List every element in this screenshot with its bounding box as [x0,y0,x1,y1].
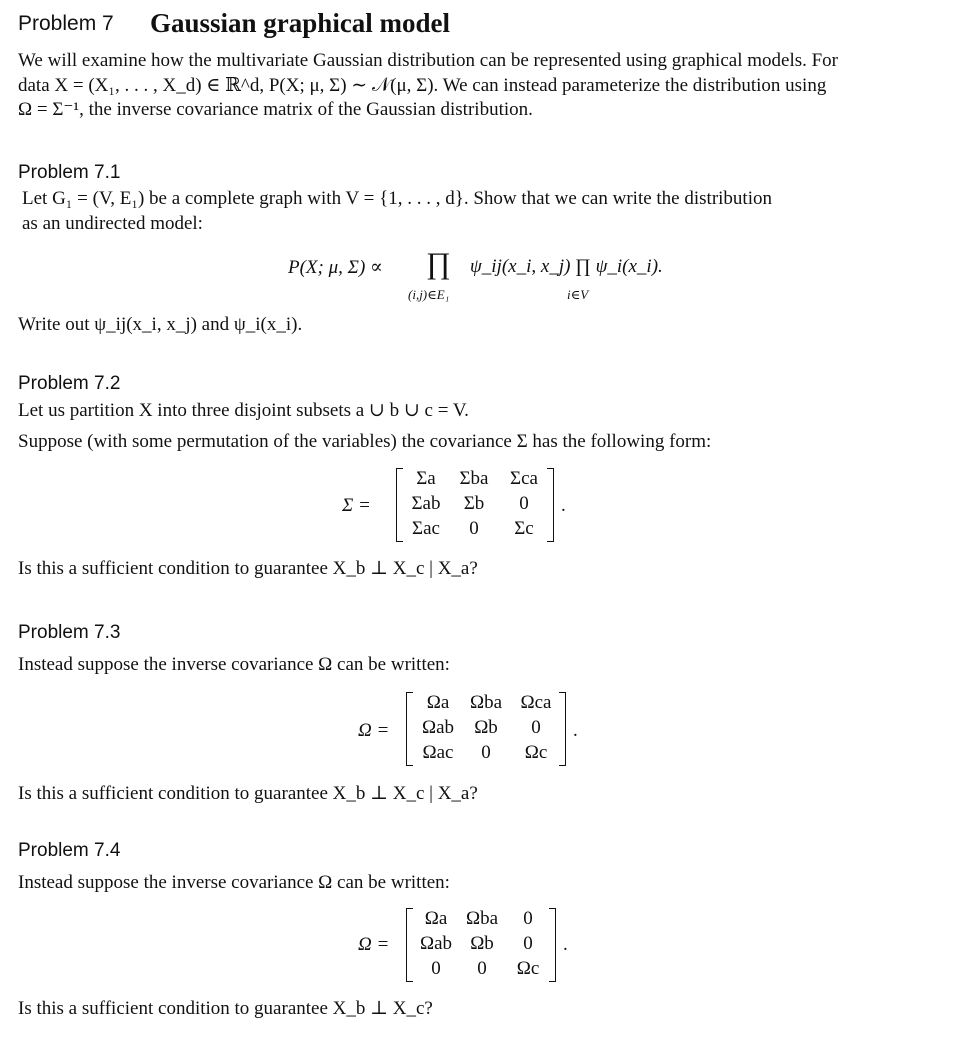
matrix-cell: Ωba [469,692,503,713]
matrix-cell: Σa [416,468,436,489]
intro-line-3: Ω = Σ⁻¹, the inverse covariance matrix of the Gaussian distribution. [18,99,533,120]
matrix-cell: Ωb [474,717,498,738]
matrix-cell: Σab [411,493,441,514]
sigma-lhs: Σ = [342,495,371,516]
problem-7-2-line-1: Let us partition X into three disjoint subsets a ∪ b ∪ c = V. [18,400,469,421]
matrix-cell: Ωc [524,742,548,763]
matrix-cell: Ωa [424,908,448,929]
problem-7-2-heading: Problem 7.2 [18,373,121,394]
matrix-cell: 0 [519,493,529,514]
problem-label: Problem 7 [18,12,114,35]
omega-lhs: Ω = [358,720,390,741]
matrix-cell: Ωab [421,717,455,738]
product-subscript-edges: (i,j)∈E₁ [408,287,450,302]
matrix-cell: 0 [481,742,491,763]
matrix-cell: 0 [431,958,441,979]
intro-line-2: data X = (X₁, . . . , X_d) ∈ ℝ^d, P(X; μ, Σ) ∼ 𝒩(μ, Σ). We can instead parameterize the distribution using [18,75,827,96]
product-subscript-vertices: i∈V [567,287,589,302]
intro-line-1: We will examine how the multivariate Gaussian distribution can be represented using graphical models. For [18,50,839,71]
matrix-cell: 0 [469,518,479,539]
matrix-period: . [573,720,578,741]
matrix-cell: Ωc [516,958,540,979]
matrix-cell: Σba [459,468,489,489]
problem-7-1-heading: Problem 7.1 [18,162,121,183]
matrix-cell: Ωb [470,933,494,954]
precision-matrix [406,692,566,766]
page-title: Gaussian graphical model [150,8,451,38]
equation-rhs: ψ_ij(x_i, x_j) ∏ ψ_i(x_i). [470,256,663,277]
matrix-cell: 0 [477,958,487,979]
problem-7-3-question: Is this a sufficient condition to guarantee X_b ⊥ X_c | X_a? [18,783,478,804]
matrix-cell: Σac [412,518,440,539]
block-diagonal-precision-matrix [406,908,556,982]
problem-7-1-instruction: Write out ψ_ij(x_i, x_j) and ψ_i(x_i). [18,314,303,335]
problem-7-2-question: Is this a sufficient condition to guarantee X_b ⊥ X_c | X_a? [18,558,478,579]
problem-7-4-heading: Problem 7.4 [18,840,121,861]
matrix-cell: Ωab [419,933,453,954]
matrix-cell: Σb [463,493,485,514]
omega-lhs: Ω = [358,934,390,955]
matrix-cell: Ωba [465,908,499,929]
matrix-cell: Σca [510,468,538,489]
matrix-period: . [563,934,568,955]
problem-7-1-line-2: as an undirected model: [22,213,203,234]
product-symbol: ∏ [426,247,451,280]
matrix-cell: 0 [523,908,533,929]
problem-7-3-line-1: Instead suppose the inverse covariance Ω can be written: [18,654,450,675]
matrix-cell: 0 [531,717,541,738]
matrix-cell: Ωca [520,692,552,713]
problem-7-4-line-1: Instead suppose the inverse covariance Ω can be written: [18,872,450,893]
problem-7-4-question: Is this a sufficient condition to guarantee X_b ⊥ X_c? [18,998,433,1019]
equation-lhs: P(X; μ, Σ) ∝ [288,257,383,278]
problem-7-2-line-2: Suppose (with some permutation of the variables) the covariance Σ has the following form: [18,431,712,452]
matrix-cell: Ωa [426,692,450,713]
problem-7-1-line-1: Let G₁ = (V, E₁) be a complete graph with V = {1, . . . , d}. Show that we can write the distribution [22,188,772,209]
matrix-period: . [561,495,566,516]
covariance-matrix [396,468,554,542]
problem-7-3-heading: Problem 7.3 [18,622,121,643]
matrix-cell: Ωac [422,742,454,763]
matrix-cell: 0 [523,933,533,954]
matrix-cell: Σc [514,518,534,539]
